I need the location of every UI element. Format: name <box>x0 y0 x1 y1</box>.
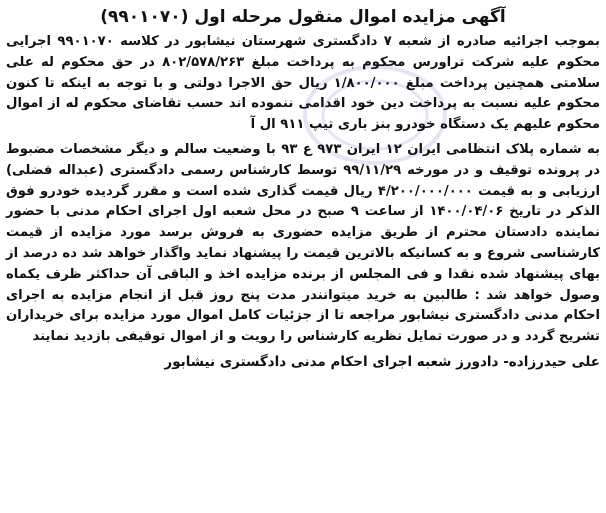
notice-paragraph-2: به شماره پلاک انتظامی ایران ۱۲ ایران ۹۷۳ ع ۹۳ با وضعیت سالم و دیگر مشخصات مضبوط در پرونده توقیف و در مورخه ۹۹/۱۱/۲۹ توسط کارشناس رسمی دادگستری (عبداله فضلی) ارزیابی و به قیمت ۴/۲۰۰/۰۰۰/۰۰۰ ریال قیمت گذاری شده است و مقرر گردیده خودرو فوق الذکر در تاریخ ۱۴۰۰/۰۴/۰۶ از ساعت ۹ صبح در محل شعبه اول اجرای احکام مدنی با حضور نماینده دادستان محترم از طریق مزایده حضوری به فروش برسد مورد مزایده از قیمت کارشناسی شروع و به کسانیکه بالاترین قیمت را پیشنهاد نماید واگذار خواهد شد ده درصد از بهای پیشنهاد شده نقدا و فی المجلس از برنده مزایده اخذ و الباقی آن حداکثر ظرف یکماه وصول خواهد شد : طالبین به خرید میتوانندر مدت پنج روز قبل از انجام مزایده به اجرای احکام مدنی دادگستری نیشابور مراجعه تا از جزئیات کامل اموال مورد مزایده برای خریداران تشریح گردد و در صورت تمایل نظریه کارشناس را رویت و از اموال توقیفی بازدید نمایند <box>6 141 601 345</box>
notice-title: آگهی مزایده اموال منقول مرحله اول (۹۹۰۱۰۷۰) <box>100 7 506 27</box>
notice-paragraph-1: بموجب اجرائیه صادره از شعبه ۷ دادگستری شهرستان نیشابور در کلاسه ۹۹۰۱۰۷۰ اجرایی محکوم علیه شرکت تراورس محکوم به پرداخت مبلغ ۸۰۲/۵۷۸/۲۶۳ در حق محکوم له علی سلامتی همچنین پرداخت مبلغ ۱/۸۰۰/۰۰۰ ریال حق الاجرا دولتی و با توجه به اینکه تا کنون محکوم علیه نسبت به پرداخت دین خود اقدامی ننموده اند حسب تقاضای محکوم له از اموال محکوم علیهم یک دستگاه خودرو بنز باری تیپ ۹۱۱ ال آ <box>6 34 600 133</box>
notice-signature: علی حیدرزاده- دادورز شعبه اجرای احکام مدنی دادگستری نیشابور <box>164 353 600 370</box>
